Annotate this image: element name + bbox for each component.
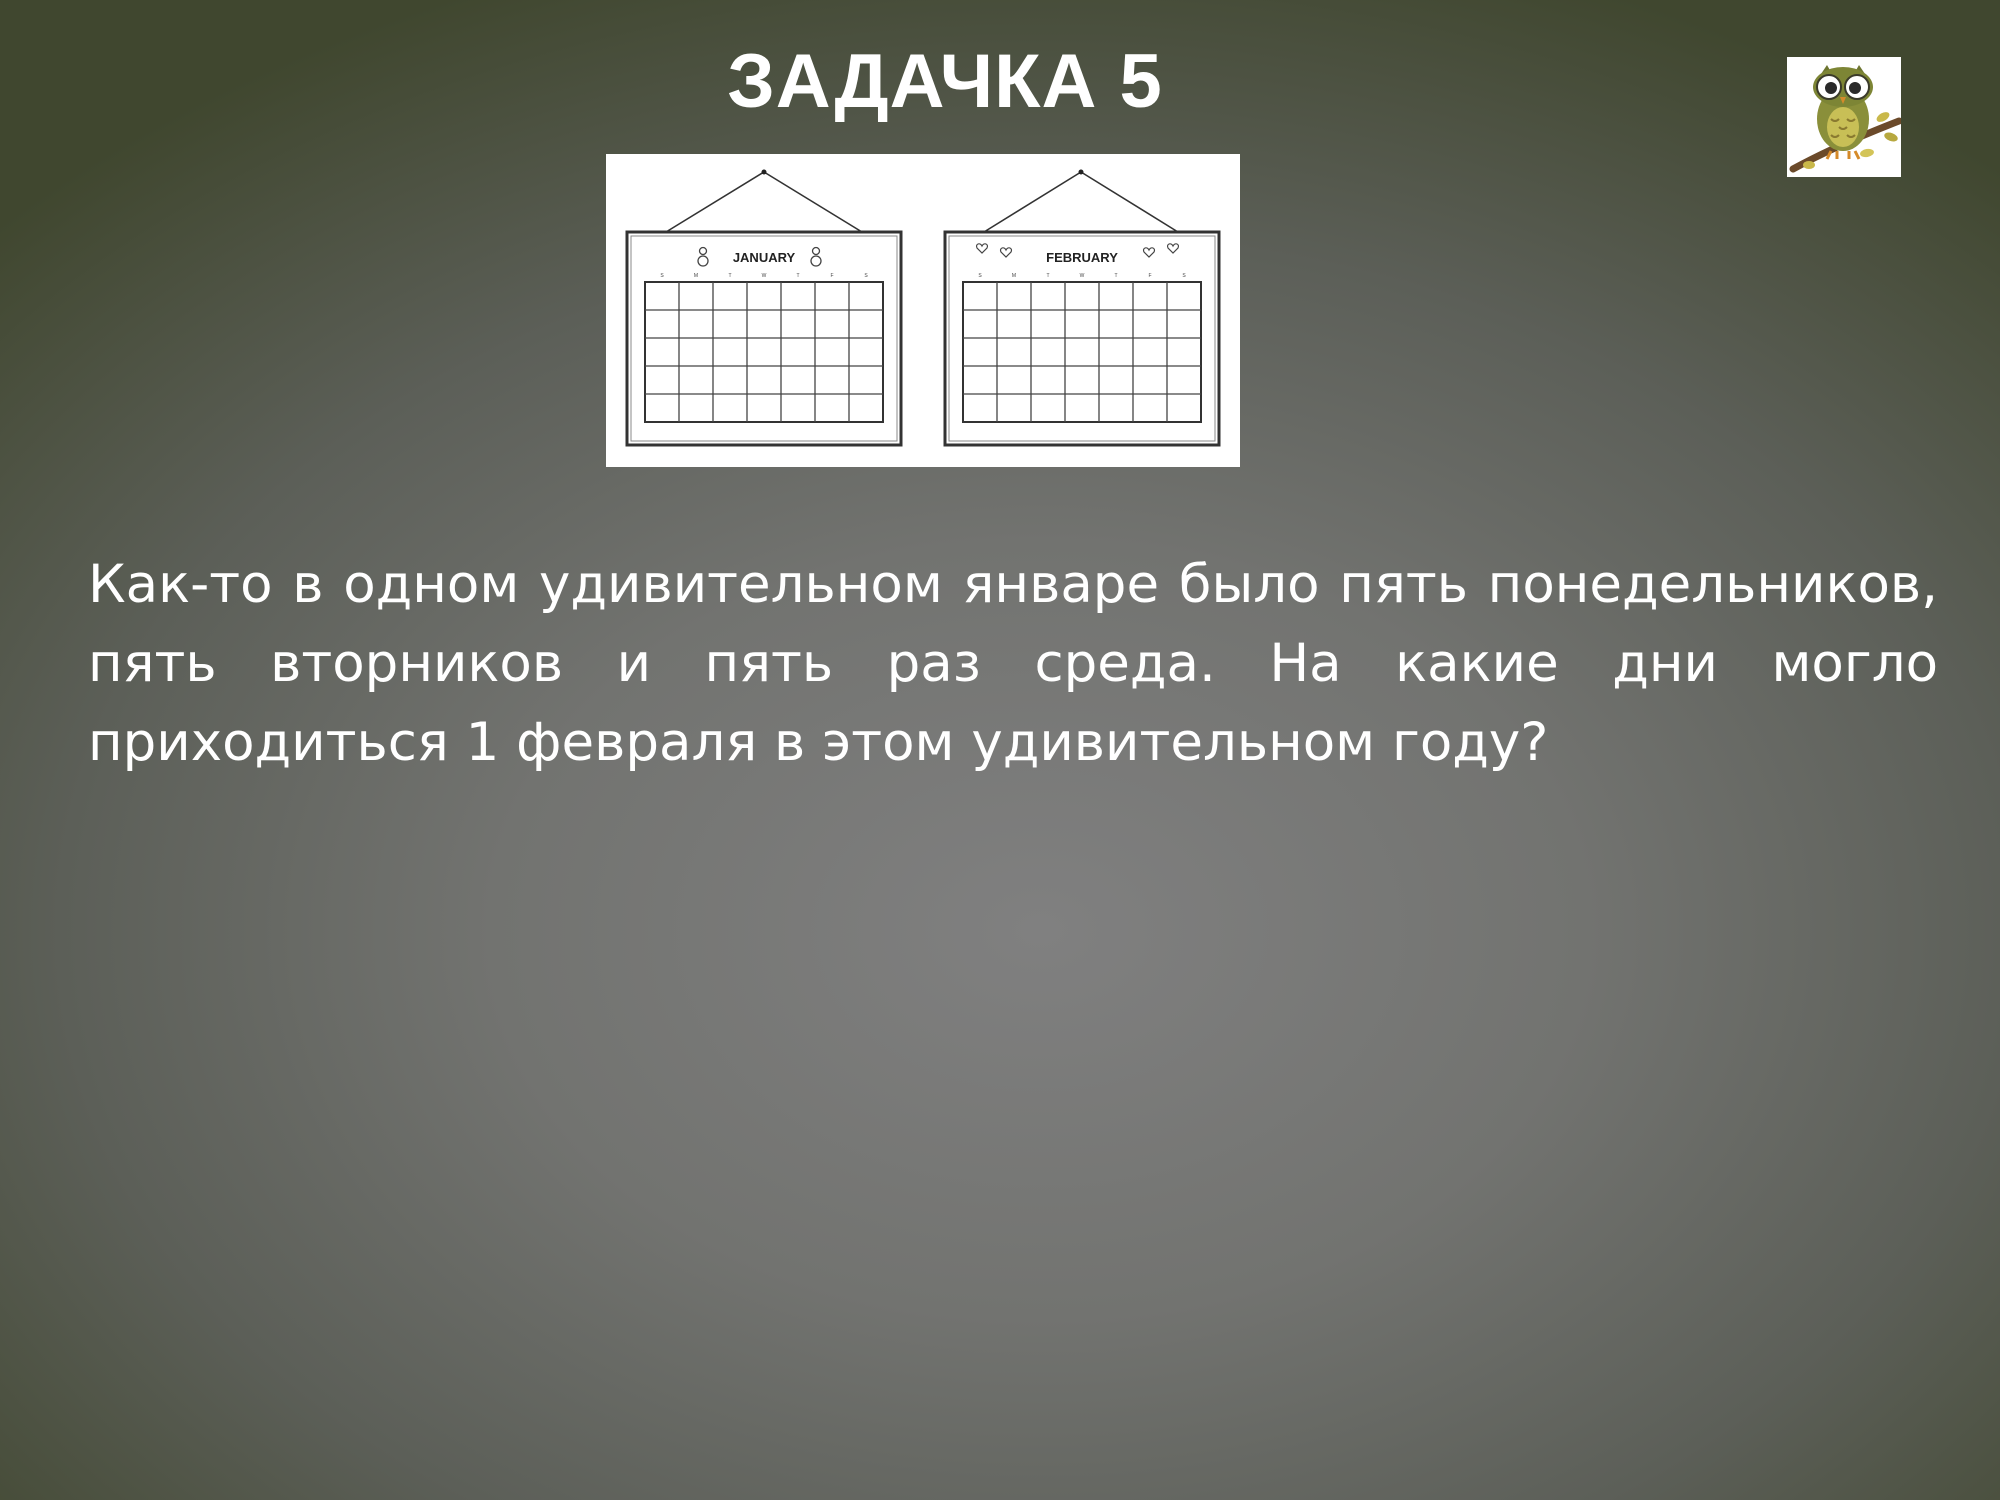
weekday-label: S (1182, 273, 1186, 279)
weekday-label: T (796, 273, 800, 279)
weekday-label: M (1011, 273, 1017, 279)
slide-title: ЗАДАЧКА 5 (727, 39, 1163, 124)
weekday-label: T (1114, 273, 1118, 279)
january-calendar (627, 170, 901, 446)
calendars-image (606, 154, 1240, 467)
weekday-label: M (693, 273, 699, 279)
weekday-label: T (1046, 273, 1050, 279)
question-text: Как-то в одном удивительном январе было пять понедельников, пять вторников и пять раз среда. На какие дни могло приходиться 1 февраля в этом удивительном году? (88, 554, 1938, 773)
weekday-label: F (1148, 273, 1152, 279)
owl-icon (1787, 57, 1901, 177)
weekday-label: S (978, 273, 982, 279)
weekday-label: S (864, 273, 868, 279)
weekday-label: T (728, 273, 732, 279)
january-label: JANUARY (732, 250, 796, 265)
weekday-label: S (660, 273, 664, 279)
weekday-label: W (1079, 273, 1085, 279)
weekday-label: W (761, 273, 767, 279)
weekday-label: F (830, 273, 834, 279)
february-label: FEBRUARY (1046, 250, 1118, 265)
february-calendar (945, 170, 1219, 446)
